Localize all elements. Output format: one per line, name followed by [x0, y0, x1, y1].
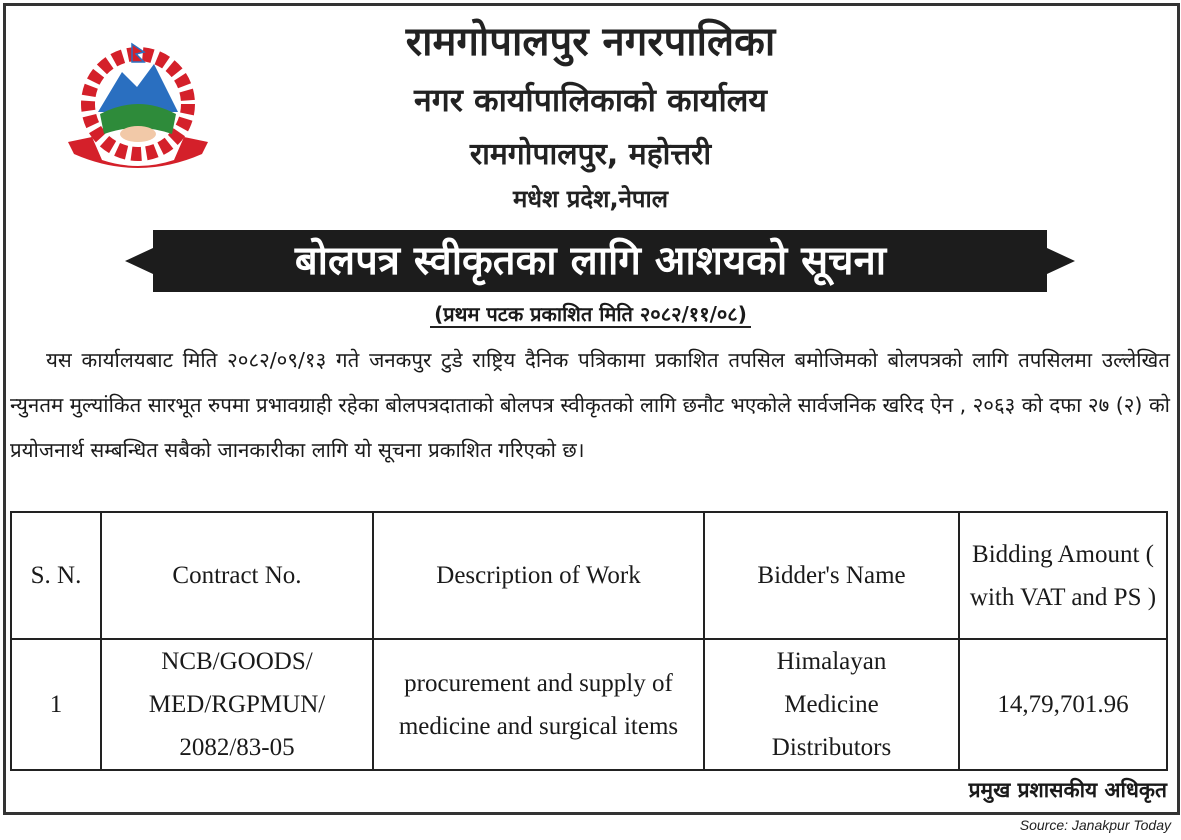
cell-contract-no: NCB/GOODS/ MED/RGPMUN/ 2082/83-05	[101, 639, 373, 770]
header-bidding-amount: Bidding Amount ( with VAT and PS )	[959, 512, 1167, 639]
office-name: नगर कार्यापालिकाको कार्यालय	[413, 81, 767, 119]
source-credit: Source: Janakpur Today	[1019, 817, 1171, 833]
table-row	[11, 639, 1167, 770]
header-sn: S. N.	[11, 512, 101, 639]
cell-description: procurement and supply of medicine and surgical items	[373, 639, 704, 770]
cell-bidder-name: Himalayan Medicine Distributors	[704, 639, 959, 770]
header-bidder-name: Bidder's Name	[704, 512, 959, 639]
cell-sn: 1	[11, 639, 101, 770]
notice-body: यस कार्यालयबाट मिति २०८२/०९/१३ गते जनकपुर टुडे राष्ट्रिय दैनिक पत्रिकामा प्रकाशित तपसिल बमोजिमको बोलपत्रको लागि तपसिलमा उल्लेखित न्युनतम मुल्यांकित सारभूत रुपमा प्रभावग्राही रहेका बोलपत्रदाताको बोलपत्र स्वीकृतको लागि छनौट भएकोले सार्वजनिक खरिद ऐन , २०६३ को दफा २७ (२) को प्रयोजनार्थ सम्बन्धित सबैको जानकारीका लागि यो सूचना प्रकाशित गरिएको छ।	[10, 348, 1170, 462]
publication-date: (प्रथम पटक प्रकाशित मिति २०८२/११/०८)	[430, 302, 751, 328]
cell-bidding-amount: 14,79,701.96	[959, 639, 1167, 770]
municipality-name: रामगोपालपुर नगरपालिका	[405, 19, 776, 65]
table-header-row	[11, 512, 1167, 639]
header-description: Description of Work	[373, 512, 704, 639]
header-contract-no: Contract No.	[101, 512, 373, 639]
office-address: रामगोपालपुर, महोत्तरी	[469, 137, 712, 172]
bid-table	[10, 511, 1168, 771]
notice-title: बोलपत्र स्वीकृतका लागि आशयको सूचना	[294, 238, 887, 284]
signatory-title: प्रमुख प्रशासकीय अधिकृत	[968, 778, 1167, 802]
province-name: मधेश प्रदेश,नेपाल	[512, 185, 669, 213]
notice-subtitle	[0, 300, 1181, 327]
